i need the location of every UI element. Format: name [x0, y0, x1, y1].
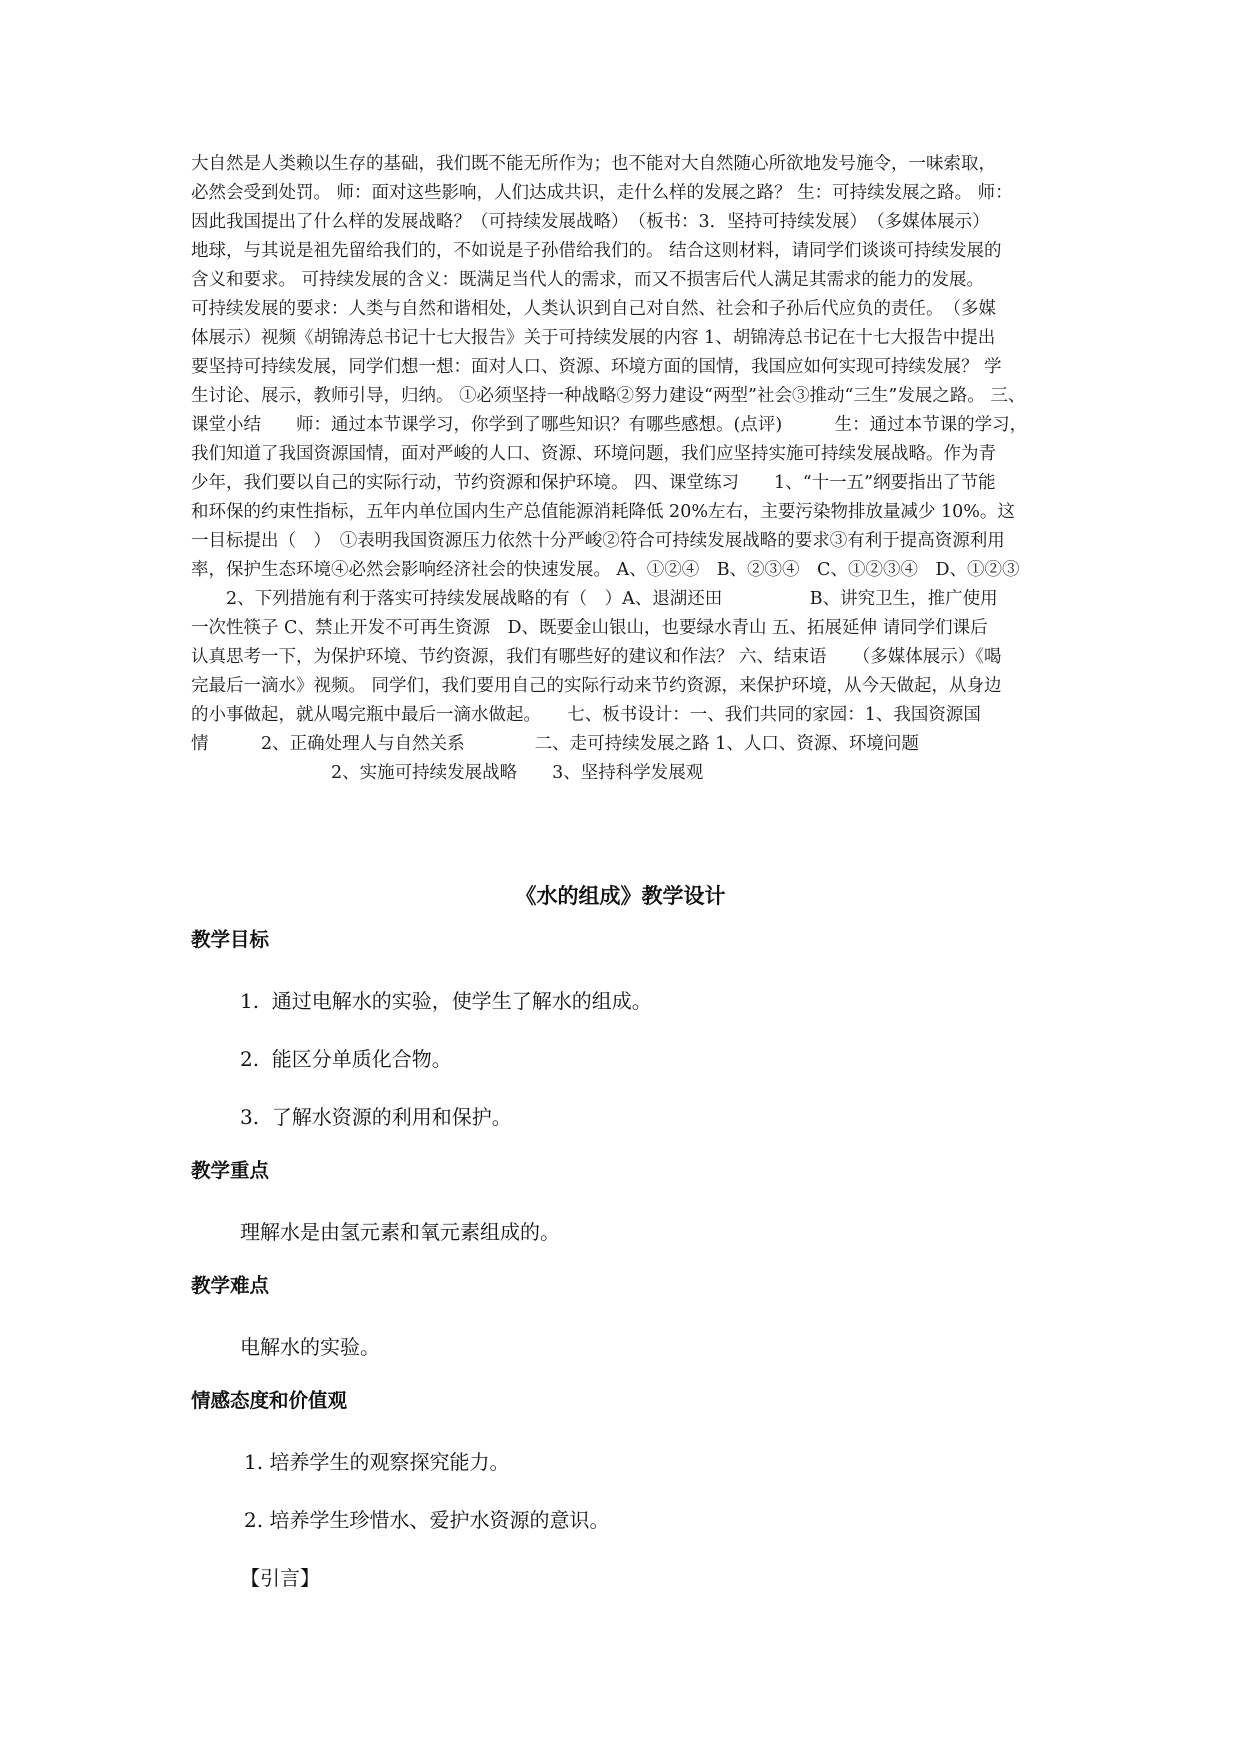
paragraph-line: 和环保的约束性指标，五年内单位国内生产总值能源消耗降低 20%左右，主要污染物排放量减少 10%。这	[191, 502, 1015, 522]
key-point-heading: 教学重点	[191, 1159, 270, 1182]
objective-item: 2. 能区分单质化合物。	[240, 1047, 452, 1071]
paragraph-line: 我们知道了我国资源国情，面对严峻的人口、资源、环境问题，我们应坚持实施可持续发展战略。作为青	[191, 444, 996, 464]
difficulty-text: 电解水的实验。	[240, 1335, 380, 1359]
paragraph-line: 必然会受到处罚。 师：面对这些影响，人们达成共识，走什么样的发展之路？ 生：可持续发展之路。 师：	[191, 183, 1013, 203]
paragraph-line: 要坚持可持续发展，同学们想一想：面对人口、资源、环境方面的国情，我国应如何实现可持续发展？ 学	[191, 357, 1002, 377]
values-item: 1. 培养学生的观察探究能力。	[244, 1450, 510, 1474]
paragraph-line: 2、下列措施有利于落实可持续发展战略的有（ ）A、退湖还田 B、讲究卫生，推广使用	[191, 589, 998, 609]
document-title: 《水的组成》教学设计	[515, 884, 726, 908]
paragraph-line: 情 2、正确处理人与自然关系 二、走可持续发展之路 1、人口、资源、环境问题	[191, 734, 919, 754]
paragraph-line: 体展示）视频《胡锦涛总书记十七大报告》关于可持续发展的内容 1、胡锦涛总书记在十七大报告中提出	[191, 328, 996, 348]
paragraph-line: 少年，我们要以自己的实际行动，节约资源和保护环境。 四、课堂练习 1、“十一五”纲要指出了节能	[191, 473, 996, 493]
paragraph-line: 率，保护生态环境④必然会影响经济社会的快速发展。 A、①②④ B、②③④ C、①②③④ D、①②③	[191, 560, 1020, 580]
paragraph-line: 生讨论、展示，教师引导，归纳。 ①必须坚持一种战略②努力建设“两型”社会③推动“三生”发展之路。 三、	[191, 386, 1026, 406]
paragraph-line: 一次性筷子 C、禁止开发不可再生资源 D、既要金山银山，也要绿水青山 五、拓展延伸 请同学们课后	[191, 618, 988, 638]
paragraph-line: 课堂小结 师：通过本节课学习，你学到了哪些知识？有哪些感想。(点评) 生：通过本节课的学习，	[191, 415, 1028, 435]
intro-label: 【引言】	[240, 1566, 320, 1590]
paragraph-line: 可持续发展的要求：人类与自然和谐相处，人类认识到自己对自然、社会和子孙后代应负的责任。 （多媒	[191, 299, 996, 319]
paragraph-line: 完最后一滴水》视频。 同学们，我们要用自己的实际行动来节约资源，来保护环境，从今天做起，从身边	[191, 676, 1002, 696]
paragraph-line: 因此我国提出了什么样的发展战略？（可持续发展战略） （板书：3．坚持可持续发展） （多媒体展示）	[191, 212, 990, 232]
paragraph-line: 认真思考一下，为保护环境、节约资源，我们有哪些好的建议和作法？ 六、结束语 （多媒体展示）《喝	[191, 647, 1002, 667]
values-heading: 情感态度和价值观	[191, 1389, 348, 1412]
paragraph-line: 2、实施可持续发展战略 3、坚持科学发展观	[191, 763, 704, 783]
objectives-heading: 教学目标	[191, 928, 270, 951]
key-point-text: 理解水是由氢元素和氧元素组成的。	[240, 1220, 560, 1244]
difficulty-heading: 教学难点	[191, 1274, 270, 1297]
paragraph-line: 含义和要求。 可持续发展的含义：既满足当代人的需求，而又不损害后代人满足其需求的能力的发展。	[191, 270, 985, 290]
objective-item: 1. 通过电解水的实验，使学生了解水的组成。	[240, 989, 652, 1013]
values-item: 2. 培养学生珍惜水、爱护水资源的意识。	[244, 1508, 610, 1532]
paragraph-line: 地球，与其说是祖先留给我们的，不如说是子孙借给我们的。 结合这则材料，请同学们谈谈可持续发展的	[191, 241, 1002, 261]
paragraph-line: 一目标提出（ ） ①表明我国资源压力依然十分严峻②符合可持续发展战略的要求③有利于提高资源利用	[191, 531, 1005, 551]
paragraph-line: 大自然是人类赖以生存的基础，我们既不能无所作为；也不能对大自然随心所欲地发号施令，一味索取，	[191, 154, 996, 174]
paragraph-line: 的小事做起，就从喝完瓶中最后一滴水做起。 七、板书设计：一、我们共同的家园：1、我国资源国	[191, 705, 981, 725]
objective-item: 3. 了解水资源的利用和保护。	[240, 1105, 512, 1129]
